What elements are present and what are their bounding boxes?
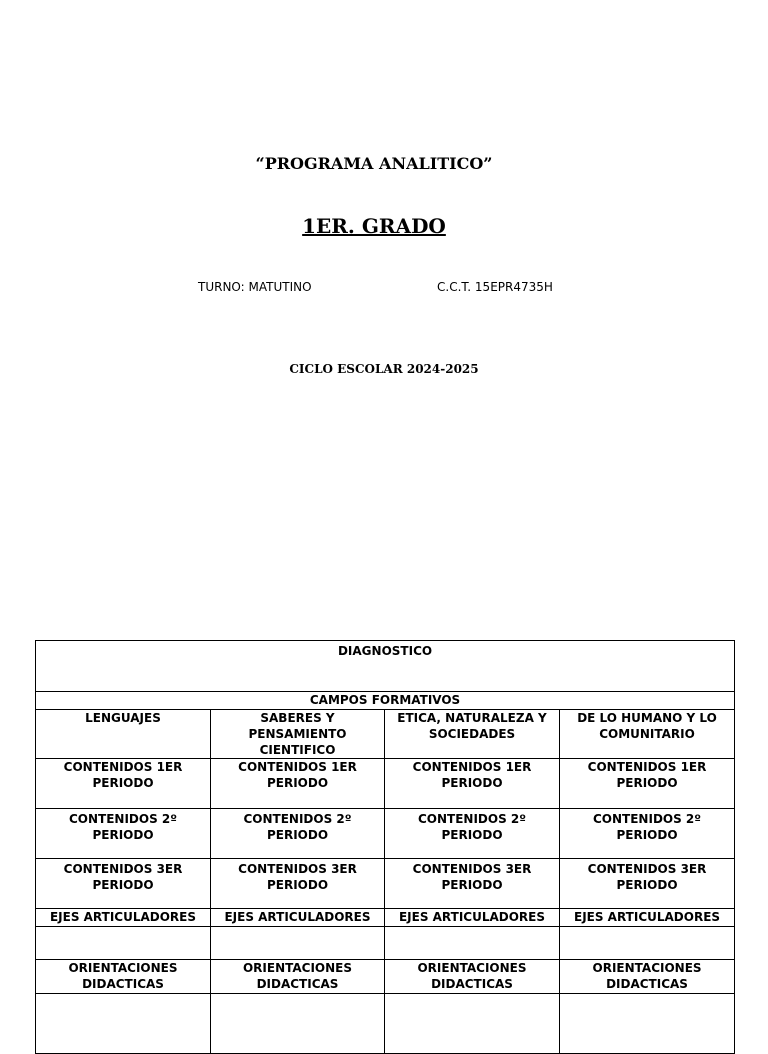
contenidos-2-row — [36, 809, 735, 859]
ejes-label-cell: EJES ARTICULADORES — [560, 909, 735, 927]
ejes-content-row — [36, 927, 735, 960]
school-code-label: C.C.T. 15EPR4735H — [437, 280, 553, 294]
column-header-etica: ETICA, NATURALEZA Y SOCIEDADES — [385, 710, 560, 759]
campos-label: CAMPOS FORMATIVOS — [309, 693, 461, 707]
diagnostic-cell[interactable] — [36, 641, 735, 692]
ejes-label-row — [36, 909, 735, 927]
contenidos-3-cell[interactable]: CONTENIDOS 3ER PERIODO — [211, 859, 385, 909]
ejes-content-cell[interactable] — [560, 927, 735, 960]
contenidos-1-cell[interactable]: CONTENIDOS 1ER PERIODO — [385, 759, 560, 809]
contenidos-2-cell[interactable]: CONTENIDOS 2º PERIODO — [560, 809, 735, 859]
orientaciones-label-cell: ORIENTACIONES DIDACTICAS — [211, 960, 385, 994]
orientaciones-label-cell: ORIENTACIONES DIDACTICAS — [560, 960, 735, 994]
column-header-lenguajes: LENGUAJES — [36, 710, 211, 759]
shift-label: TURNO: MATUTINO — [198, 280, 312, 294]
contenidos-2-cell[interactable]: CONTENIDOS 2º PERIODO — [385, 809, 560, 859]
contenidos-3-cell[interactable]: CONTENIDOS 3ER PERIODO — [385, 859, 560, 909]
analytic-program-table — [35, 640, 735, 1054]
grade-heading: 1ER. GRADO — [302, 214, 446, 238]
school-year-label: CICLO ESCOLAR 2024-2025 — [289, 362, 479, 376]
contenidos-1-cell[interactable]: CONTENIDOS 1ER PERIODO — [560, 759, 735, 809]
ejes-label-cell: EJES ARTICULADORES — [385, 909, 560, 927]
column-header-saberes: SABERES Y PENSAMIENTO CIENTIFICO — [211, 710, 385, 759]
orientaciones-label-row — [36, 960, 735, 994]
contenidos-3-cell[interactable]: CONTENIDOS 3ER PERIODO — [36, 859, 211, 909]
campos-row — [36, 692, 735, 710]
orientaciones-label-cell: ORIENTACIONES DIDACTICAS — [385, 960, 560, 994]
contenidos-3-row — [36, 859, 735, 909]
ejes-label-cell: EJES ARTICULADORES — [211, 909, 385, 927]
contenidos-2-cell[interactable]: CONTENIDOS 2º PERIODO — [36, 809, 211, 859]
diagnostic-label: DIAGNOSTICO — [337, 644, 433, 658]
column-header-humano: DE LO HUMANO Y LO COMUNITARIO — [560, 710, 735, 759]
contenidos-1-row — [36, 759, 735, 809]
field-header-row — [36, 710, 735, 759]
ejes-label-cell: EJES ARTICULADORES — [36, 909, 211, 927]
contenidos-3-cell[interactable]: CONTENIDOS 3ER PERIODO — [560, 859, 735, 909]
diagnostic-row — [36, 641, 735, 692]
document-title: “PROGRAMA ANALITICO” — [255, 154, 493, 173]
ejes-content-cell[interactable] — [36, 927, 211, 960]
ejes-content-cell[interactable] — [211, 927, 385, 960]
contenidos-1-cell[interactable]: CONTENIDOS 1ER PERIODO — [211, 759, 385, 809]
orientaciones-label-cell: ORIENTACIONES DIDACTICAS — [36, 960, 211, 994]
campos-cell — [36, 692, 735, 710]
contenidos-1-cell[interactable]: CONTENIDOS 1ER PERIODO — [36, 759, 211, 809]
contenidos-2-cell[interactable]: CONTENIDOS 2º PERIODO — [211, 809, 385, 859]
ejes-content-cell[interactable] — [385, 927, 560, 960]
